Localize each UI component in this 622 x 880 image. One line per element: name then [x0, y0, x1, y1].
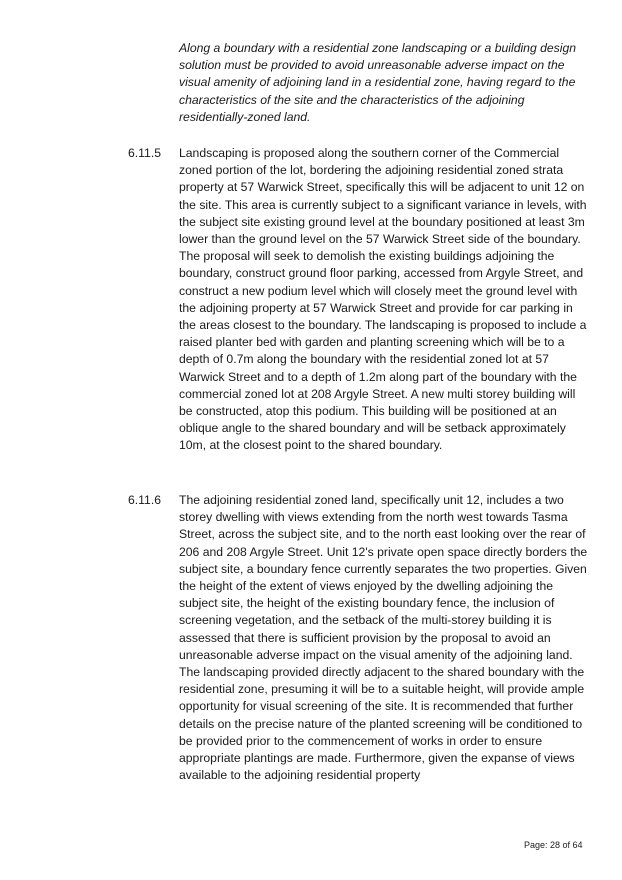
section-number: 6.11.5 — [128, 146, 161, 160]
page-number-footer: Page: 28 of 64 — [524, 840, 583, 850]
paragraph-text: Landscaping is proposed along the southern corner of the Commercial zoned portion of the lot, bordering the adjoining residential zoned strata property at 57 Warwick Street, specifically this will be adjacent to unit 12 on the site. This area is currently subject to a significant variance in levels, with the subject site existing ground level at the boundary positioned at least 3m lower than the ground level on the 57 Warwick Street side of the boundary. The proposal will seek to demolish the existing buildings adjoining the boundary, construct ground floor parking, accessed from Argyle Street, and construct a new podium level which will closely meet the ground level with the adjoining property at 57 Warwick Street and provide for car parking in the areas closest to the boundary. The landscaping is proposed to include a raised planter bed with garden and planting screening which will be to a depth of 0.7m along the boundary with the residential zoned lot at 57 Warwick Street and to a depth of 1.2m along part of the boundary with the commercial zoned lot at 208 Argyle Street. A new multi storey building will be constructed, atop this podium. This building will be positioned at an oblique angle to the shared boundary and will be setback approximately 10m, at the closest point to the shared boundary. — [179, 146, 587, 453]
paragraph-text: The adjoining residential zoned land, specifically unit 12, includes a two storey dwelling with views extending from the north west towards Tasma Street, across the subject site, and to the north east looking over the rear of 206 and 208 Argyle Street. Unit 12's private open space directly borders the subject site, a boundary fence currently separates the two properties. Given the height of the extent of views enjoyed by the dwelling adjoining the subject site, the height of the existing boundary fence, the inclusion of screening vegetation, and the setback of the multi-storey building it is assessed that there is sufficient provision by the proposal to avoid an unreasonable adverse impact on the visual amenity of the adjoining land. The landscaping provided directly adjacent to the shared boundary with the residential zone, presuming it will be to a suitable height, will provide ample opportunity for visual screening of the site. It is recommended that further details on the precise nature of the planted screening will be conditioned to be provided prior to the commencement of works in order to ensure appropriate plantings are made. Furthermore, given the expanse of views available to the adjoining residential property — [179, 493, 588, 783]
quoted-planning-provision: Along a boundary with a residential zone landscaping or a building design solution must be provided to avoid unreasonable adverse impact on the visual amenity of adjoining land in a residential zone, having regard to the characteristics of the site and the characteristics of the adjoining residentially-zoned land. — [179, 41, 577, 124]
section-number: 6.11.6 — [128, 493, 161, 507]
